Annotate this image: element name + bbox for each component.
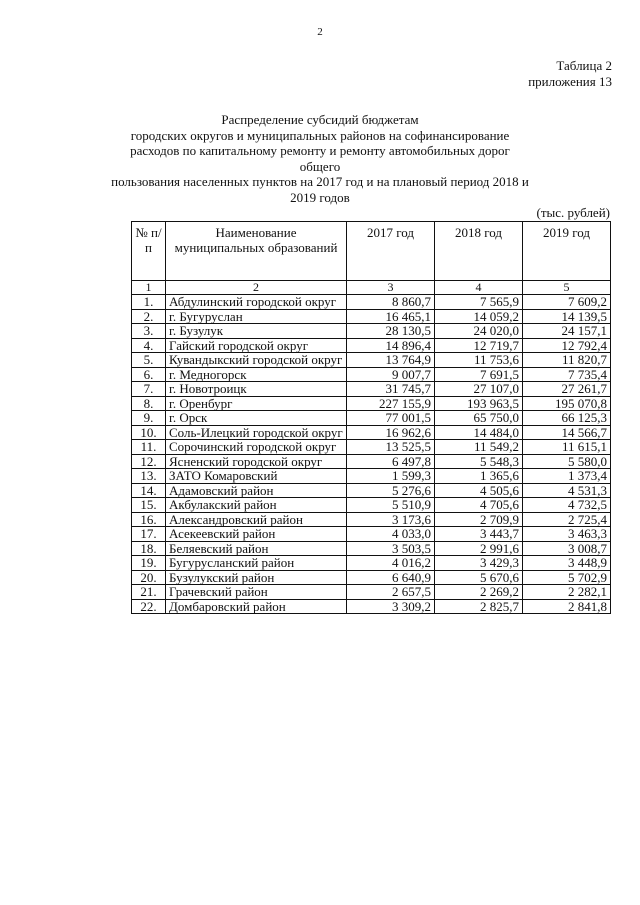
table-row (132, 585, 611, 600)
value-2018-cell: 14 484,0 (435, 425, 523, 440)
index-cell: 1 (132, 281, 166, 295)
header-name: Наименование муниципальных образований (166, 222, 347, 281)
value-2019-cell: 24 157,1 (523, 324, 611, 339)
table-row (132, 309, 611, 324)
row-number-cell: 8. (132, 396, 166, 411)
table-row (132, 469, 611, 484)
header-2018: 2018 год (435, 222, 523, 281)
value-2019-cell: 2 725,4 (523, 512, 611, 527)
table-row (132, 454, 611, 469)
value-2019-cell: 11 615,1 (523, 440, 611, 455)
value-2019-cell: 5 580,0 (523, 454, 611, 469)
table-row (132, 382, 611, 397)
table-row (132, 570, 611, 585)
page-number: 2 (317, 26, 323, 38)
table-row (132, 396, 611, 411)
table-row (132, 541, 611, 556)
value-2018-cell: 24 020,0 (435, 324, 523, 339)
value-2018-cell: 7 691,5 (435, 367, 523, 382)
row-number-cell: 15. (132, 498, 166, 513)
title-line-5: 2019 годов (290, 189, 350, 205)
value-2018-cell: 27 107,0 (435, 382, 523, 397)
municipality-name-cell: Адамовский район (166, 483, 347, 498)
municipality-name-cell: Асекеевский район (166, 527, 347, 542)
value-2017-cell: 8 860,7 (347, 295, 435, 310)
municipality-name-cell: Акбулакский район (166, 498, 347, 513)
value-2019-cell: 12 792,4 (523, 338, 611, 353)
row-number-cell: 14. (132, 483, 166, 498)
column-index-row (132, 281, 611, 295)
title-line-4: пользования населенных пунктов на 2017 год и на плановый период 2018 и (111, 174, 529, 189)
municipality-name-cell: Домбаровский район (166, 599, 347, 614)
municipality-name-cell: Бугурусланский район (166, 556, 347, 571)
caption-line-1: Таблица 2 (556, 58, 612, 73)
document-title (110, 112, 530, 205)
value-2019-cell: 7 735,4 (523, 367, 611, 382)
value-2019-cell: 2 282,1 (523, 585, 611, 600)
title-line-1: Распределение субсидий бюджетам (221, 112, 419, 127)
table-row (132, 483, 611, 498)
value-2019-cell: 7 609,2 (523, 295, 611, 310)
municipality-name-cell: Александровский район (166, 512, 347, 527)
municipality-name-cell: г. Бузулук (166, 324, 347, 339)
value-2019-cell: 14 566,7 (523, 425, 611, 440)
table-row (132, 599, 611, 614)
value-2019-cell: 3 463,3 (523, 527, 611, 542)
municipality-name-cell: Абдулинский городской округ (166, 295, 347, 310)
subsidy-table (131, 221, 611, 614)
table-row (132, 440, 611, 455)
value-2017-cell: 6 640,9 (347, 570, 435, 585)
value-2019-cell: 11 820,7 (523, 353, 611, 368)
value-2018-cell: 4 705,6 (435, 498, 523, 513)
title-line-3: расходов по капитальному ремонту и ремонту автомобильных дорог общего (130, 143, 510, 174)
value-2017-cell: 13 764,9 (347, 353, 435, 368)
value-2017-cell: 2 657,5 (347, 585, 435, 600)
value-2018-cell: 5 548,3 (435, 454, 523, 469)
value-2019-cell: 66 125,3 (523, 411, 611, 426)
value-2017-cell: 77 001,5 (347, 411, 435, 426)
value-2018-cell: 2 709,9 (435, 512, 523, 527)
row-number-cell: 5. (132, 353, 166, 368)
value-2018-cell: 7 565,9 (435, 295, 523, 310)
value-2019-cell: 3 448,9 (523, 556, 611, 571)
value-2018-cell: 4 505,6 (435, 483, 523, 498)
value-2017-cell: 28 130,5 (347, 324, 435, 339)
value-2018-cell: 12 719,7 (435, 338, 523, 353)
value-2017-cell: 13 525,5 (347, 440, 435, 455)
value-2017-cell: 6 497,8 (347, 454, 435, 469)
value-2019-cell: 3 008,7 (523, 541, 611, 556)
municipality-name-cell: г. Оренбург (166, 396, 347, 411)
table-row (132, 512, 611, 527)
table-row (132, 353, 611, 368)
value-2017-cell: 1 599,3 (347, 469, 435, 484)
value-2019-cell: 4 732,5 (523, 498, 611, 513)
value-2017-cell: 5 510,9 (347, 498, 435, 513)
value-2018-cell: 11 753,6 (435, 353, 523, 368)
table-row (132, 295, 611, 310)
value-2017-cell: 4 016,2 (347, 556, 435, 571)
row-number-cell: 22. (132, 599, 166, 614)
value-2018-cell: 3 429,3 (435, 556, 523, 571)
index-cell: 5 (523, 281, 611, 295)
value-2017-cell: 16 962,6 (347, 425, 435, 440)
value-2018-cell: 1 365,6 (435, 469, 523, 484)
municipality-name-cell: г. Новотроицк (166, 382, 347, 397)
row-number-cell: 2. (132, 309, 166, 324)
value-2017-cell: 4 033,0 (347, 527, 435, 542)
row-number-cell: 11. (132, 440, 166, 455)
row-number-cell: 17. (132, 527, 166, 542)
municipality-name-cell: г. Бугуруслан (166, 309, 347, 324)
value-2019-cell: 1 373,4 (523, 469, 611, 484)
municipality-name-cell: ЗАТО Комаровский (166, 469, 347, 484)
row-number-cell: 21. (132, 585, 166, 600)
row-number-cell: 4. (132, 338, 166, 353)
row-number-cell: 16. (132, 512, 166, 527)
municipality-name-cell: Соль-Илецкий городской округ (166, 425, 347, 440)
value-2018-cell: 5 670,6 (435, 570, 523, 585)
value-2017-cell: 3 309,2 (347, 599, 435, 614)
value-2018-cell: 65 750,0 (435, 411, 523, 426)
row-number-cell: 20. (132, 570, 166, 585)
table-row (132, 556, 611, 571)
row-number-cell: 1. (132, 295, 166, 310)
municipality-name-cell: Грачевский район (166, 585, 347, 600)
municipality-name-cell: Ясненский городской округ (166, 454, 347, 469)
value-2018-cell: 2 825,7 (435, 599, 523, 614)
units-label: (тыс. рублей) (536, 205, 610, 220)
value-2017-cell: 9 007,7 (347, 367, 435, 382)
municipality-name-cell: Кувандыкский городской округ (166, 353, 347, 368)
municipality-name-cell: г. Орск (166, 411, 347, 426)
value-2019-cell: 2 841,8 (523, 599, 611, 614)
table-row (132, 367, 611, 382)
title-line-2: городских округов и муниципальных районов на софинансирование (130, 127, 510, 143)
row-number-cell: 3. (132, 324, 166, 339)
value-2018-cell: 3 443,7 (435, 527, 523, 542)
value-2017-cell: 227 155,9 (347, 396, 435, 411)
value-2017-cell: 14 896,4 (347, 338, 435, 353)
table-row (132, 338, 611, 353)
value-2017-cell: 16 465,1 (347, 309, 435, 324)
municipality-name-cell: г. Медногорск (166, 367, 347, 382)
value-2018-cell: 11 549,2 (435, 440, 523, 455)
value-2018-cell: 2 269,2 (435, 585, 523, 600)
value-2017-cell: 3 173,6 (347, 512, 435, 527)
value-2019-cell: 14 139,5 (523, 309, 611, 324)
table-row (132, 411, 611, 426)
municipality-name-cell: Сорочинский городской округ (166, 440, 347, 455)
value-2017-cell: 31 745,7 (347, 382, 435, 397)
table-row (132, 498, 611, 513)
municipality-name-cell: Гайский городской округ (166, 338, 347, 353)
index-cell: 4 (435, 281, 523, 295)
table-caption (528, 58, 612, 90)
value-2019-cell: 195 070,8 (523, 396, 611, 411)
value-2017-cell: 5 276,6 (347, 483, 435, 498)
row-number-cell: 6. (132, 367, 166, 382)
table-row (132, 425, 611, 440)
value-2019-cell: 5 702,9 (523, 570, 611, 585)
row-number-cell: 10. (132, 425, 166, 440)
value-2019-cell: 4 531,3 (523, 483, 611, 498)
header-num: № п/п (132, 222, 166, 281)
municipality-name-cell: Беляевский район (166, 541, 347, 556)
municipality-name-cell: Бузулукский район (166, 570, 347, 585)
header-2019: 2019 год (523, 222, 611, 281)
value-2019-cell: 27 261,7 (523, 382, 611, 397)
row-number-cell: 7. (132, 382, 166, 397)
row-number-cell: 9. (132, 411, 166, 426)
value-2018-cell: 193 963,5 (435, 396, 523, 411)
value-2018-cell: 14 059,2 (435, 309, 523, 324)
value-2018-cell: 2 991,6 (435, 541, 523, 556)
index-cell: 3 (347, 281, 435, 295)
row-number-cell: 19. (132, 556, 166, 571)
table-header-row (132, 222, 611, 281)
row-number-cell: 13. (132, 469, 166, 484)
table-row (132, 527, 611, 542)
table-row (132, 324, 611, 339)
index-cell: 2 (166, 281, 347, 295)
value-2017-cell: 3 503,5 (347, 541, 435, 556)
caption-line-2: приложения 13 (528, 74, 612, 89)
row-number-cell: 18. (132, 541, 166, 556)
header-2017: 2017 год (347, 222, 435, 281)
row-number-cell: 12. (132, 454, 166, 469)
table-body (132, 295, 611, 614)
